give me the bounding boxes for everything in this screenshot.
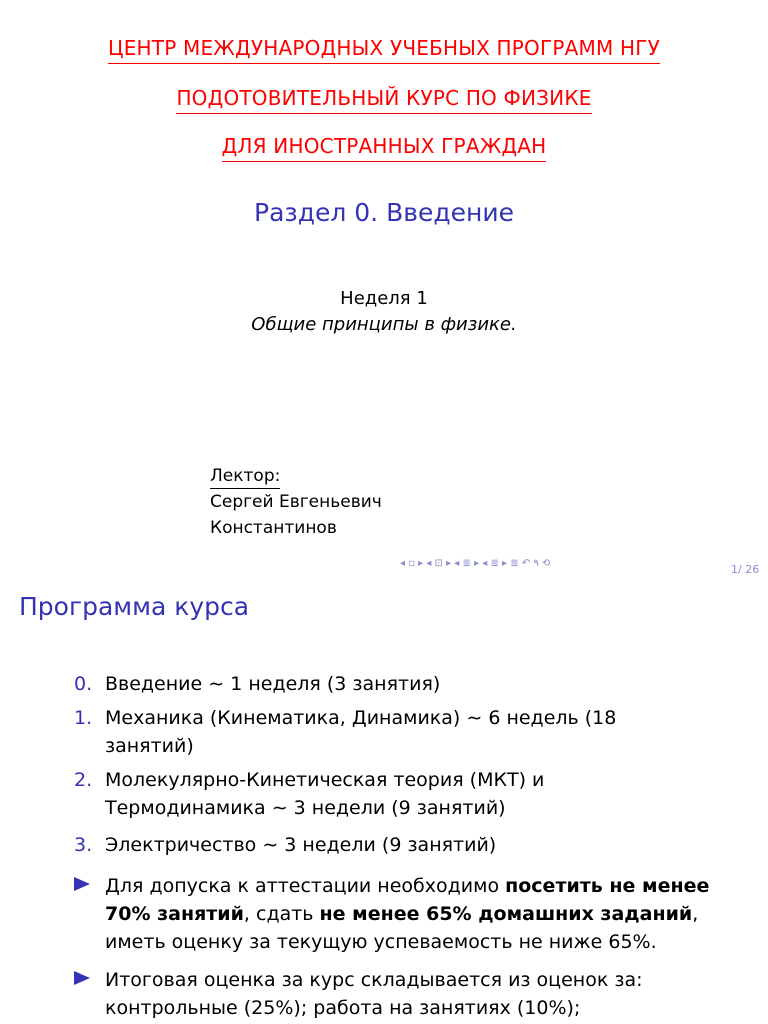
section-title: Раздел 0. Введение <box>254 198 514 227</box>
enum-number: 1. <box>74 707 93 729</box>
week-label: Неделя 1 <box>340 288 428 309</box>
bullet-text: Для допуска к аттестации необходимо посетить не менее 70% занятий, сдать не менее 65% домашних заданий, иметь оценку за текущую успеваемость не ниже 65%. <box>105 875 710 953</box>
enum-number: 0. <box>74 673 93 695</box>
lecturer-block <box>210 463 382 541</box>
beamer-navigation-icons[interactable]: ◂ ▫ ▸ ◂ ⊡ ▸ ◂ ≣ ▸ ◂ ≣ ▸ ≣ ↶ ۹ ⟲ <box>400 558 551 569</box>
lecturer-name-line-1: Сергей Евгеньевич <box>210 492 382 512</box>
triangle-bullet-icon <box>74 877 90 891</box>
frame-title: Программа курса <box>19 592 250 621</box>
header-line-3: ДЛЯ ИНОСТРАННЫХ ГРАЖДАН <box>0 134 768 162</box>
enum-text: Молекулярно-Кинетическая теория (МКТ) и Термодинамика ∼ 3 недели (9 занятий) <box>105 769 545 819</box>
header-line-1: ЦЕНТР МЕЖДУНАРОДНЫХ УЧЕБНЫХ ПРОГРАММ НГУ <box>0 36 768 64</box>
enum-number: 3. <box>74 834 93 856</box>
triangle-bullet-icon <box>74 971 90 985</box>
lecturer-name-line-2: Константинов <box>210 518 337 538</box>
enum-text: Введение ∼ 1 неделя (3 занятия) <box>105 673 441 695</box>
header-line-2: ПОДОТОВИТЕЛЬНЫЙ КУРС ПО ФИЗИКЕ <box>0 86 768 114</box>
week-subtitle: Общие принципы в физике. <box>251 314 517 335</box>
week-block <box>0 286 768 338</box>
bullet-text: Итоговая оценка за курс складывается из оценок за: контрольные (25%); работа на занятиях (10%); <box>105 969 643 1019</box>
lecturer-label: Лектор: <box>210 464 280 489</box>
page-number: 1/ 26 <box>731 563 760 576</box>
enum-text: Электричество ∼ 3 недели (9 занятий) <box>105 834 497 856</box>
program-slide <box>0 576 768 1024</box>
enum-text: Механика (Кинематика, Динамика) ∼ 6 недель (18 занятий) <box>105 707 617 757</box>
enum-number: 2. <box>74 769 93 791</box>
